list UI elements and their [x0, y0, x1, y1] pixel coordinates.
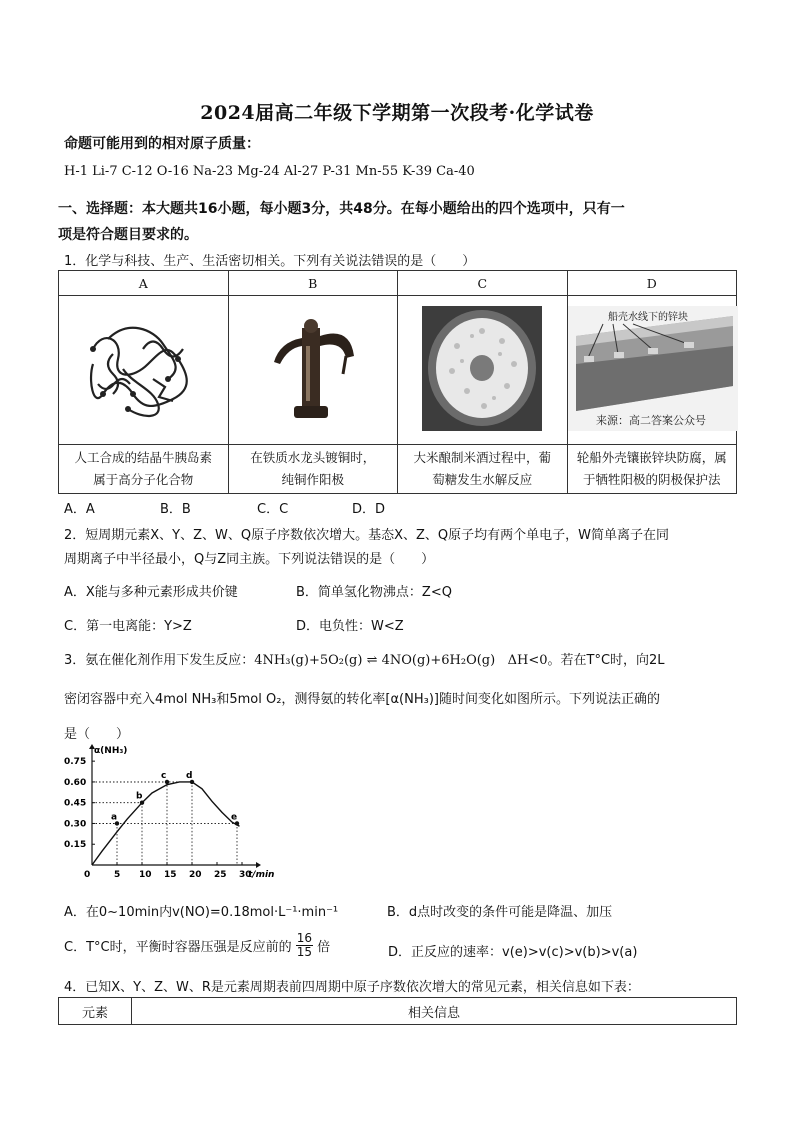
ship-hull-label: 船壳水线下的锌块 — [607, 312, 688, 323]
q4-col-element: 元素 — [59, 998, 132, 1025]
point-label: c — [161, 770, 167, 781]
fraction — [296, 932, 313, 959]
q2-option-b: B．简单氢化物沸点：Z<Q — [296, 585, 452, 600]
q3-option-d: D．正反应的速率：v(e)>v(c)>v(b)>v(a) — [388, 945, 638, 960]
q4-col-info: 相关信息 — [132, 998, 737, 1025]
ship-hull-image — [567, 296, 737, 445]
y-tick-label: 0.45 — [64, 798, 87, 809]
q1-caption-b-line2: 纯铜作阳极 — [281, 472, 344, 487]
watermark: 来源：高二答案公众号 — [595, 414, 706, 427]
q1-header-d: D — [567, 271, 737, 296]
point-label: b — [136, 791, 143, 802]
x-tick-label: 5 — [114, 870, 121, 880]
y-tick-label: 0.60 — [64, 777, 87, 788]
section1-line2: 项是符合题目要求的。 — [58, 227, 198, 243]
q1-option-c: C．C — [257, 502, 289, 517]
q3-stem-suffix: 。若在T°C时，向2L — [547, 653, 665, 668]
q3-delta-h: ΔH<0 — [507, 653, 548, 668]
x-tick-label: 30 — [239, 870, 252, 880]
point-label: e — [231, 812, 238, 823]
x-tick-label: 15 — [164, 870, 177, 880]
q1-caption-c-line1: 大米酿制米酒过程中，葡 — [413, 450, 551, 465]
q3-stem-line3: 是（ ） — [64, 727, 130, 742]
q1-caption-c — [398, 445, 568, 494]
q3-stem-line2: 密闭容器中充入4mol NH₃和5mol O₂，测得氨的转化率[α(NH₃)]随时间变化如图所示。下列说法正确的 — [64, 692, 660, 707]
q1-caption-d-line2: 于牺牲阳极的阴极保护法 — [582, 472, 721, 487]
q1-option-a: A．A — [64, 502, 95, 517]
q1-option-d: D．D — [352, 502, 386, 517]
ammonia-conversion-chart — [60, 745, 275, 885]
q3-option-a: A．在0~10min内v(NO)=0.18mol·L⁻¹·min⁻¹ — [64, 905, 339, 920]
q1-header-b: B — [228, 271, 398, 296]
q1-table — [58, 270, 737, 494]
section1-line1: 一、选择题：本大题共16小题，每小题3分，共48分。在每小题给出的四个选项中，只有一 — [58, 201, 625, 217]
q3-stem-line1 — [64, 649, 665, 668]
q2-option-c: C．第一电离能：Y>Z — [64, 619, 192, 634]
q1-caption-c-line2: 萄糖发生水解反应 — [432, 472, 533, 487]
q3-stem-prefix: 3．氨在催化剂作用下发生反应： — [64, 653, 255, 668]
q1-stem: 1．化学与科技、生产、生活密切相关。下列有关说法错误的是（ ） — [64, 254, 476, 269]
y-axis-label: α(NH₃) — [94, 746, 128, 756]
x-axis-label: t/min — [248, 870, 275, 880]
q4-stem: 4．已知X、Y、Z、W、R是元素周期表前四周期中原子序数依次增大的常见元素，相关信息如下表： — [64, 980, 640, 995]
q3-option-c — [64, 932, 330, 959]
q1-caption-d-line1: 轮船外壳镶嵌锌块防腐，属 — [576, 450, 727, 465]
q2-option-a: A．X能与多种元素形成共价键 — [64, 585, 238, 600]
q1-caption-b-line1: 在铁质水龙头镀铜时， — [250, 450, 376, 465]
point-label: a — [111, 812, 118, 823]
q1-caption-b — [228, 445, 398, 494]
q2-option-d: D．电负性：W<Z — [296, 619, 404, 634]
y-tick-label: 0.15 — [64, 840, 87, 851]
x-axis-arrow — [256, 862, 261, 868]
q1-option-b: B．B — [160, 502, 191, 517]
fraction-numerator: 16 — [296, 931, 313, 945]
atomic-mass-heading: 命题可能用到的相对原子质量： — [64, 136, 260, 152]
y-tick-label: 0.30 — [64, 819, 87, 830]
q3-equation: 4NH₃(g)+5O₂(g) ⇌ 4NO(g)+6H₂O(g) — [254, 653, 496, 668]
q1-header-c: C — [398, 271, 568, 296]
q1-caption-a-line2: 属于高分子化合物 — [93, 472, 194, 487]
point-label: d — [186, 770, 193, 781]
q2-stem-line1: 2．短周期元素X、Y、Z、W、Q原子序数依次增大。基态X、Z、Q原子均有两个单电子，W简单离子在同 — [64, 528, 670, 543]
y-tick-label: 0.75 — [64, 757, 87, 768]
x-tick-label: 10 — [139, 870, 152, 880]
faucet-image — [228, 296, 398, 445]
q1-caption-a-line1: 人工合成的结晶牛胰岛素 — [74, 450, 212, 465]
page-title: 2024届高二年级下学期第一次段考·化学试卷 — [200, 102, 594, 124]
x-tick-label: 0 — [84, 870, 91, 880]
q3-option-c-text: C．T°C时，平衡时容器压强是反应前的 — [64, 940, 292, 955]
q1-caption-d — [567, 445, 737, 494]
x-tick-label: 25 — [214, 870, 227, 880]
q1-header-a: A — [59, 271, 229, 296]
atomic-masses: H-1 Li-7 C-12 O-16 Na-23 Mg-24 Al-27 P-31 Mn-55 K-39 Ca-40 — [64, 164, 475, 179]
insulin-structure-image — [59, 296, 229, 445]
q2-stem-line2: 周期离子中半径最小，Q与Z同主族。下列说法错误的是（ ） — [64, 552, 435, 567]
q3-option-c-suffix: 倍 — [317, 940, 331, 955]
rice-wine-image — [398, 296, 568, 445]
q3-option-b: B．d点时改变的条件可能是降温、加压 — [387, 905, 613, 920]
q1-caption-a — [59, 445, 229, 494]
fraction-denominator: 15 — [296, 945, 313, 959]
x-tick-label: 20 — [189, 870, 202, 880]
q4-table — [58, 997, 737, 1025]
